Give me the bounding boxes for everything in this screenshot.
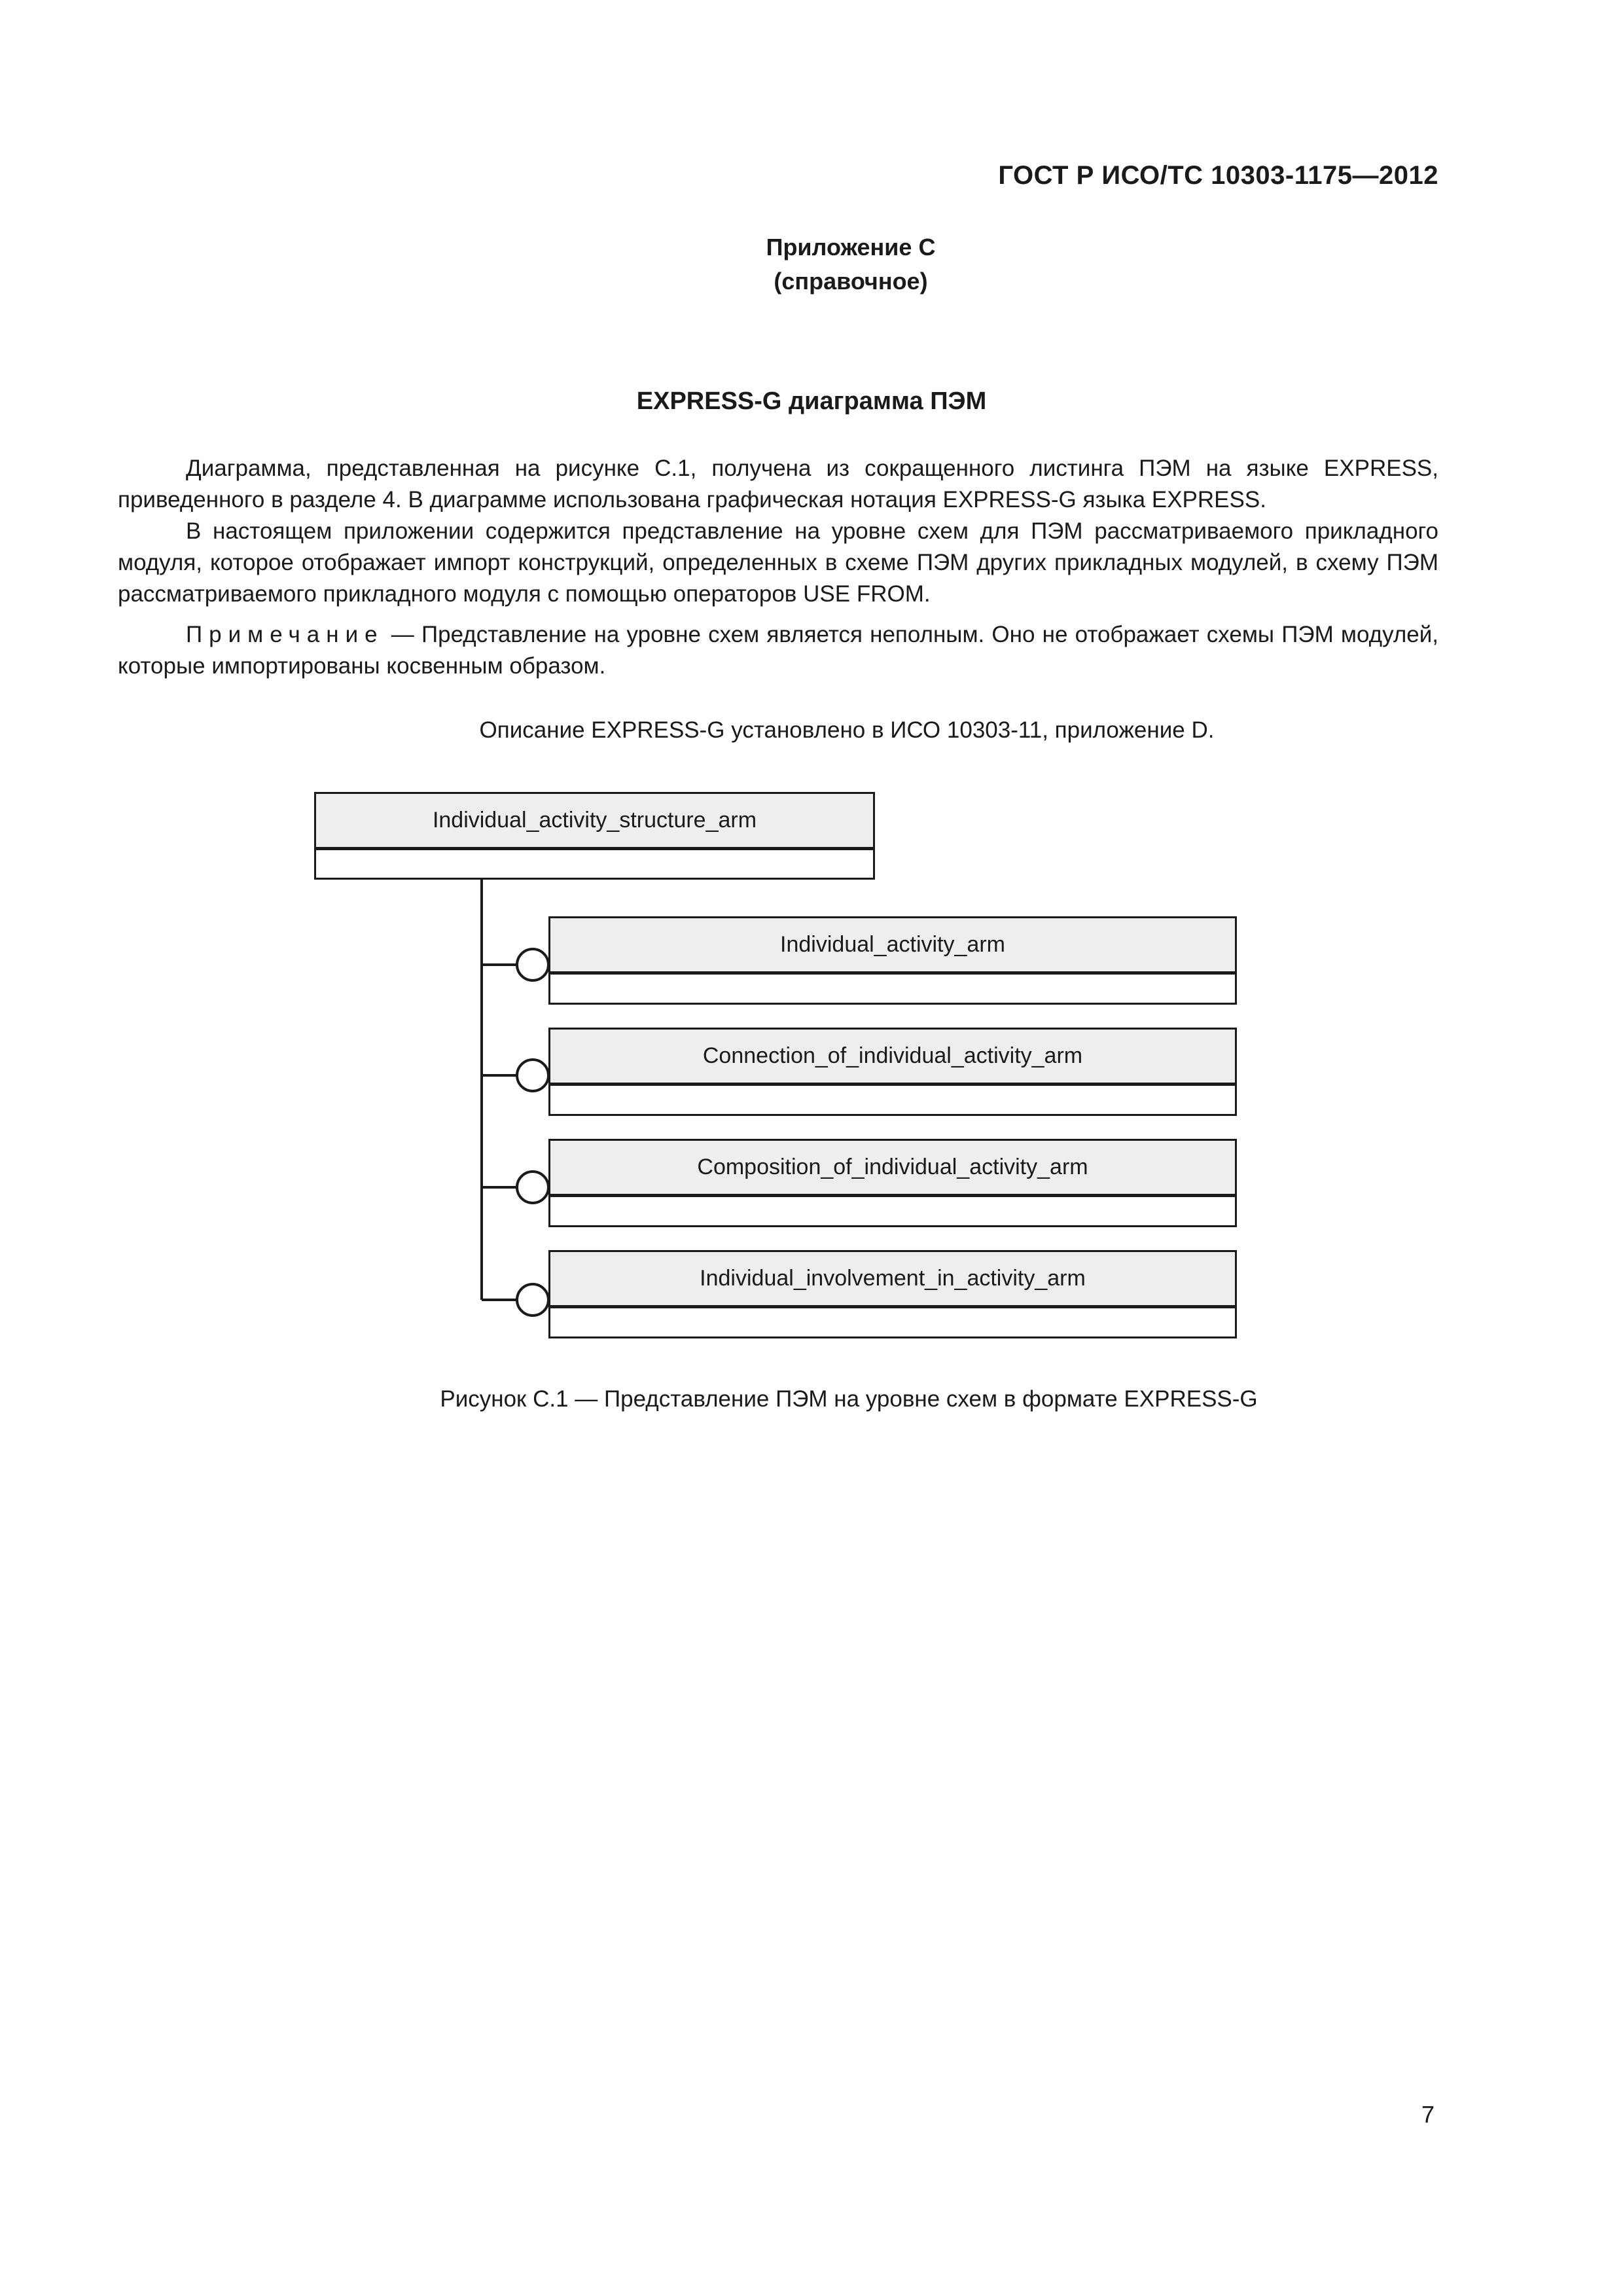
section-title: EXPRESS-G диаграмма ПЭМ	[636, 387, 987, 415]
schema-name-3: Composition_of_individual_activity_arm	[550, 1141, 1235, 1197]
connector-1	[482, 949, 548, 980]
standard-designation: ГОСТ Р ИСО/ТС 10303-1175—2012	[998, 161, 1438, 190]
annex-heading	[0, 230, 1623, 298]
body-text	[118, 453, 1438, 682]
description-line	[0, 717, 1623, 744]
schema-name-4: Individual_involvement_in_activity_arm	[550, 1252, 1235, 1308]
connector-4	[482, 1284, 548, 1316]
page-number: 7	[1421, 2101, 1435, 2128]
schema-box-4	[548, 1250, 1237, 1338]
figure-caption-text: Рисунок С.1 — Представление ПЭМ на уровне схем в формате EXPRESS-G	[440, 1386, 1258, 1412]
connector-3	[482, 1172, 548, 1203]
uses-circle-1	[517, 949, 548, 980]
schema-box-2	[548, 1028, 1237, 1116]
root-schema-box	[314, 792, 875, 880]
figure-caption	[0, 1386, 1623, 1412]
uses-circle-2	[517, 1060, 548, 1091]
annex-subtitle: (справочное)	[774, 268, 928, 295]
connector-2	[482, 1060, 548, 1091]
annex-title: Приложение С	[766, 234, 936, 260]
note-label: Примечание	[186, 622, 384, 647]
note-text: — Представление на уровне схем является неполным. Оно не отображает схемы ПЭМ модулей, которые импортированы косвенным образом.	[118, 622, 1438, 679]
note-paragraph	[118, 619, 1438, 682]
uses-circle-3	[517, 1172, 548, 1203]
uses-circle-4	[517, 1284, 548, 1316]
paragraph-2: В настоящем приложении содержится представление на уровне схем для ПЭМ рассматриваемого прикладного модуля, которое отображает импорт конструкций, определенных в схеме ПЭМ других прикладных модулей, в схему ПЭМ рассматриваемого прикладного модуля с помощью операторов USE FROM.	[118, 518, 1438, 607]
root-schema-name: Individual_activity_structure_arm	[316, 794, 873, 850]
paragraph-1: Диаграмма, представленная на рисунке С.1, получена из сокращенного листинга ПЭМ на языке EXPRESS, приведенного в разделе 4. В диаграмме использована графическая нотация EXPRESS-G языка EXPRESS.	[118, 456, 1438, 512]
description-text: Описание EXPRESS-G установлено в ИСО 10303-11, приложение D.	[479, 717, 1215, 743]
schema-box-3	[548, 1139, 1237, 1227]
schema-box-1	[548, 916, 1237, 1005]
schema-name-1: Individual_activity_arm	[550, 918, 1235, 975]
schema-name-2: Connection_of_individual_activity_arm	[550, 1030, 1235, 1086]
